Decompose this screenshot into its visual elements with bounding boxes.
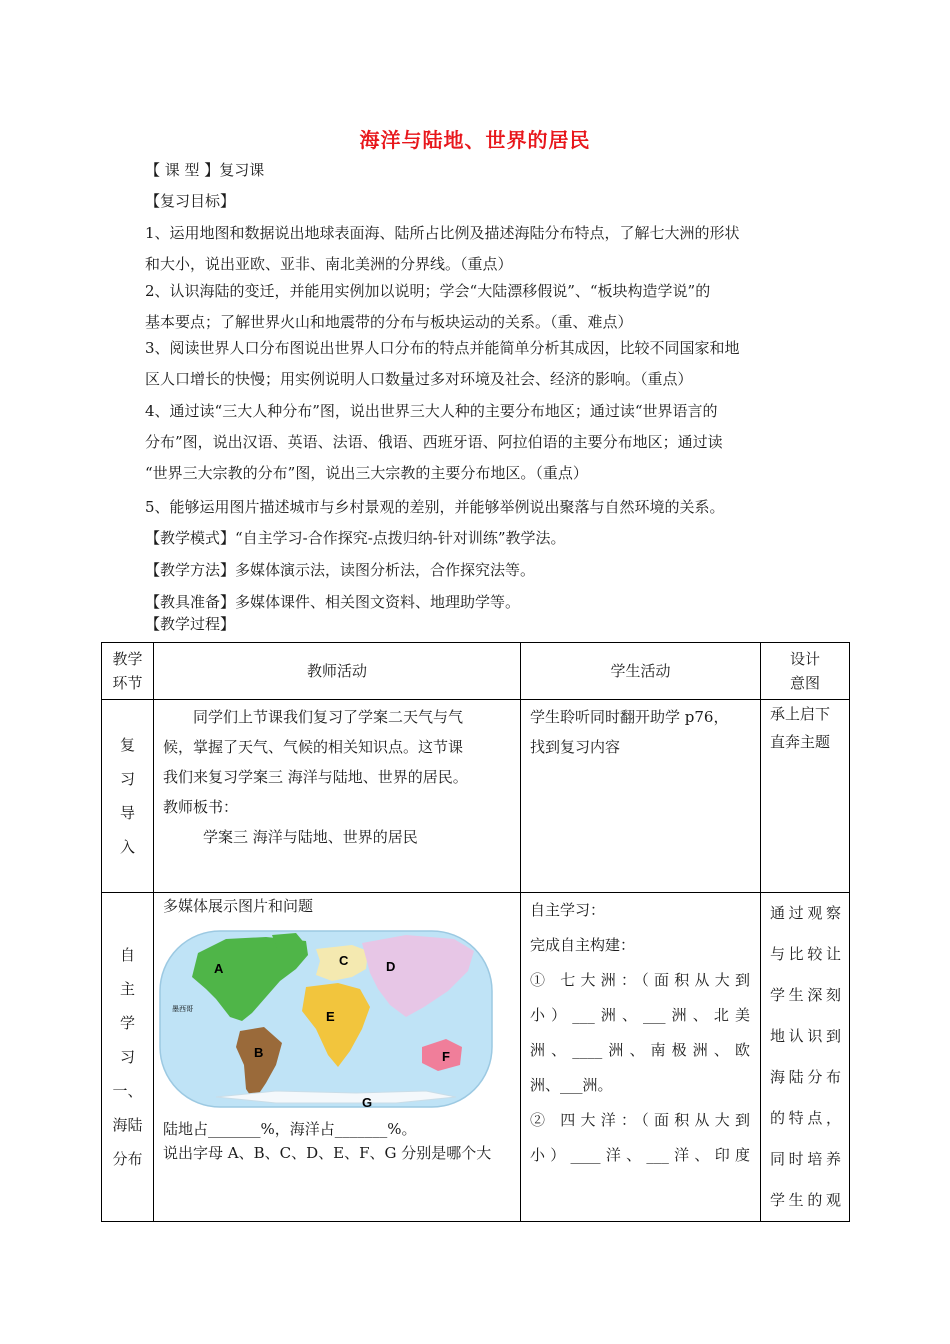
header-teacher: 教师活动: [154, 643, 521, 700]
header-design: 设计 意图: [761, 643, 850, 700]
label-e: E: [326, 1009, 335, 1024]
header-stage: 教学 环节: [102, 643, 154, 700]
document-title: 海洋与陆地、世界的居民: [359, 128, 591, 152]
teacher-activity-self-study: [154, 893, 521, 1222]
label-b: B: [254, 1045, 264, 1060]
teaching-process-table: [101, 642, 850, 1222]
teaching-method: 【教学方法】多媒体演示法，读图分析法，合作探究法等。: [145, 561, 536, 579]
teaching-tools: 【教具准备】多媒体课件、相关图文资料、地理助学等。: [145, 593, 521, 611]
land-ocean-question: 陆地占_______%，海洋占_______%。: [163, 1120, 417, 1138]
label-g: G: [362, 1095, 373, 1110]
stage-self-study: 自 主 学 习 一、 海陆 分布: [102, 893, 154, 1222]
table-row-self-study: [102, 893, 850, 1222]
label-d: D: [386, 959, 396, 974]
table-row-review: [102, 700, 850, 893]
world-map: [156, 925, 496, 1113]
design-intent-self-study: 通过观察 与比较让 学生深刻 地认识到 海陆分布 的特点， 同时培养 学生的观: [761, 893, 850, 1222]
goal-5: 5、能够运用图片描述城市与乡村景观的差别，并能够举例说出聚落与自然环境的关系。: [145, 498, 725, 516]
teacher-activity-review: 同学们上节课我们复习了学案二天气与气 候，掌握了天气、气候的相关知识点。这节课 我们来复习学案三 海洋与陆地、世界的居民。 教师板书： 学案三 海洋与陆地、世界的居民: [154, 700, 521, 893]
stage-review: 复 习 导 入: [102, 700, 154, 893]
process-heading: 【教学过程】: [145, 615, 236, 633]
goals-heading: 【复习目标】: [145, 192, 236, 210]
table-header-row: [102, 643, 850, 700]
goal-2: 2、认识海陆的变迁，并能用实例加以说明；学会“大陆漂移假说”、“板块构造学说”的 基本要点；了解世界火山和地震带的分布与板块运动的关系。（重、难点）: [145, 282, 711, 331]
student-activity-self-study: 自主学习： 完成自主构建： ① 七大洲：（面积从大到 小）___洲、___洲、北美 洲、____洲、南极洲、欧 洲、___洲。 ② 四大洋：（面积从大到 小）____洋、___洋、印度: [521, 893, 761, 1222]
label-f: F: [442, 1049, 450, 1064]
label-a: A: [214, 961, 224, 976]
label-c: C: [339, 953, 349, 968]
goal-4: 4、通过读“三大人种分布”图，说出世界三大人种的主要分布地区；通过读“世界语言的 分布”图，说出汉语、英语、法语、俄语、西班牙语、阿拉伯语的主要分布地区；通过读 “世界三大宗教的分布”图，说出三大宗教的主要分布地区。（重点）: [145, 402, 723, 482]
design-intent-review: 承上启下 直奔主题: [761, 700, 850, 893]
goal-1: 1、运用地图和数据说出地球表面海、陆所占比例及描述海陆分布特点，了解七大洲的形状 和大小，说出亚欧、亚非、南北美洲的分界线。（重点）: [145, 224, 740, 273]
header-student: 学生活动: [521, 643, 761, 700]
label-mexico: 墨西哥: [172, 1005, 193, 1013]
goal-3: 3、阅读世界人口分布图说出世界人口分布的特点并能简单分析其成因，比较不同国家和地 区人口增长的快慢；用实例说明人口数量过多对环境及社会、经济的影响。（重点）: [145, 339, 740, 388]
student-activity-review: 学生聆听同时翻开助学 p76， 找到复习内容: [521, 700, 761, 893]
course-type: 【 课 型 】复习课: [145, 161, 265, 179]
teacher-prompt: 多媒体展示图片和问题: [163, 897, 314, 915]
letters-question: 说出字母 A、B、C、D、E、F、G 分别是哪个大: [163, 1144, 492, 1162]
teaching-mode: 【教学模式】“自主学习-合作探究-点拨归纳-针对训练”教学法。: [145, 529, 566, 547]
